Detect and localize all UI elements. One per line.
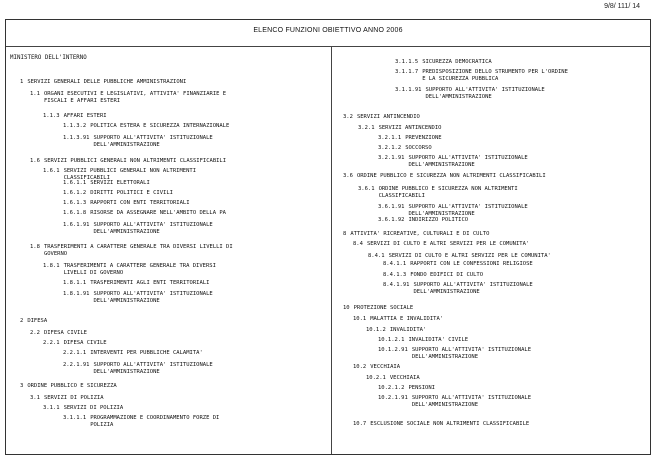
function-code: 10.1 — [353, 316, 367, 322]
function-label: VECCHIAIA — [370, 364, 401, 370]
list-item — [378, 217, 468, 224]
list-item — [343, 231, 489, 238]
function-code: 3.6.1.91 — [378, 204, 405, 210]
function-code: 1.1.3 — [43, 113, 60, 119]
function-code: 10.1.2 — [366, 327, 386, 333]
list-item — [368, 253, 551, 260]
function-label: DIFESA CIVILE — [63, 340, 107, 346]
list-item — [63, 190, 173, 197]
function-label: RISORSE DA ASSEGNARE NELL'AMBITO DELLA PA — [90, 210, 226, 216]
function-label: TRASFERIMENTI AGLI ENTI TERRITORIALI — [90, 280, 210, 286]
function-code: 8.4.1.1 — [383, 261, 407, 267]
function-label: SERVIZI DI CULTO E ALTRI SERVIZI PER LE COMUNITA' — [366, 241, 530, 247]
function-code: 10.7 — [353, 421, 367, 427]
function-code: 8.4.1.91 — [383, 282, 410, 288]
function-code: 3.6.1.92 — [378, 217, 405, 223]
function-code: 3.2.1.1 — [378, 135, 402, 141]
function-label: SUPPORTO ALL'ATTIVITA' ISTITUZIONALE DELL'AMMINISTRAZIONE — [93, 362, 213, 376]
list-item — [43, 263, 216, 277]
ministry-heading: MINISTERO DELL'INTERNO — [10, 55, 87, 61]
list-item — [366, 375, 420, 382]
function-code: 3.1.1 — [43, 405, 60, 411]
function-label: SUPPORTO ALL'ATTIVITA' ISTITUZIONALE DELL'AMMINISTRAZIONE — [93, 222, 213, 236]
function-label: TRASFERIMENTI A CARATTERE GENERALE TRA DIVERSI LIVELLI DI GOVERNO — [43, 244, 233, 258]
function-label: RAPPORTI CON LE CONFESSIONI RELIGIOSE — [410, 261, 533, 267]
list-item — [395, 69, 568, 83]
document-title: ELENCO FUNZIONI OBIETTIVO ANNO 2006 — [253, 27, 403, 34]
function-code: 10.2.1.91 — [378, 395, 408, 401]
function-label: PREDISPOSIZIONE DELLO STRUMENTO PER L'ORDINE E LA SICUREZZA PUBBLICA — [422, 69, 568, 83]
list-item — [30, 244, 233, 258]
list-item — [395, 87, 545, 101]
list-item — [63, 200, 190, 207]
function-code: 3.1.1.7 — [395, 69, 419, 75]
function-code: 10.2.1.2 — [378, 385, 405, 391]
function-code: 10 — [343, 305, 350, 311]
function-label: INDIRIZZO POLITICO — [408, 217, 469, 223]
function-code: 1.1.3.91 — [63, 135, 90, 141]
function-code: 3 — [20, 383, 24, 389]
function-code: 1 — [20, 79, 24, 85]
function-label: MALATTIA E INVALIDITA' — [370, 316, 444, 322]
list-item — [63, 222, 213, 236]
list-item — [378, 337, 468, 344]
function-label: INVALIDITA' — [389, 327, 427, 333]
page-number: 9/8/ 111/ 14 — [604, 3, 640, 10]
list-item — [343, 305, 413, 312]
function-label: ATTIVITA' RICREATIVE, CULTURALI E DI CULTO — [350, 231, 490, 237]
function-label: RAPPORTI CON ENTI TERRITORIALI — [90, 200, 190, 206]
list-item — [43, 340, 107, 347]
function-code: 10.2 — [353, 364, 367, 370]
list-item — [63, 123, 229, 130]
function-code: 3.1 — [30, 395, 40, 401]
list-item — [378, 135, 442, 142]
function-label: PREVENZIONE — [405, 135, 442, 141]
list-item — [358, 125, 441, 132]
function-label: SERVIZI GENERALI DELLE PUBBLICHE AMMINISTRAZIONI — [27, 79, 187, 85]
function-label: SERVIZI DI CULTO E ALTRI SERVIZI PER LE COMUNITA' — [388, 253, 551, 259]
function-code: 8.4.1 — [368, 253, 385, 259]
list-item — [43, 405, 123, 412]
document-frame — [5, 19, 651, 455]
function-code: 3.6 — [343, 173, 353, 179]
function-label: PROGRAMMAZIONE E COORDINAMENTO FORZE DI POLIZIA — [90, 415, 220, 429]
function-label: ORDINE PUBBLICO E SICUREZZA NON ALTRIMENTI CLASSIFICABILI — [378, 186, 518, 200]
list-item — [343, 173, 546, 180]
list-item — [30, 395, 104, 402]
function-code: 3.1.1.1 — [63, 415, 87, 421]
list-item — [63, 291, 213, 305]
function-label: SUPPORTO ALL'ATTIVITA' ISTITUZIONALE DELL'AMMINISTRAZIONE — [425, 87, 545, 101]
list-item — [63, 135, 213, 149]
list-item — [378, 385, 435, 392]
function-label: PROTEZIONE SOCIALE — [353, 305, 414, 311]
function-code: 2 — [20, 318, 24, 324]
function-code: 10.1.2.91 — [378, 347, 408, 353]
function-code: 3.1.1.5 — [395, 59, 419, 65]
list-item — [63, 415, 219, 429]
function-code: 3.2 — [343, 114, 353, 120]
function-label: SERVIZI DI POLIZIA — [43, 395, 104, 401]
function-label: DIFESA — [27, 318, 48, 324]
list-item — [383, 282, 533, 296]
list-item — [20, 383, 117, 390]
function-label: DIRITTI POLITICI E CIVILI — [90, 190, 173, 196]
function-code: 8.4.1.3 — [383, 272, 407, 278]
function-label: SERVIZI ANTINCENDIO — [356, 114, 420, 120]
list-item — [343, 114, 420, 121]
function-label: PENSIONI — [408, 385, 435, 391]
list-item — [30, 330, 87, 337]
function-label: SUPPORTO ALL'ATTIVITA' ISTITUZIONALE DELL'AMMINISTRAZIONE — [411, 395, 532, 409]
list-item — [353, 364, 400, 371]
function-label: SERVIZI ANTINCENDIO — [378, 125, 442, 131]
function-label: ORDINE PUBBLICO E SICUREZZA NON ALTRIMENTI CLASSIFICABILI — [356, 173, 546, 179]
function-code: 8.4 — [353, 241, 363, 247]
function-label: SERVIZI ELETTORALI — [90, 180, 150, 186]
function-code: 3.1.1.91 — [395, 87, 422, 93]
function-code: 1.8.1.91 — [63, 291, 90, 297]
list-item — [366, 327, 426, 334]
list-item — [378, 145, 432, 152]
column-divider — [331, 47, 332, 454]
list-item — [63, 350, 203, 357]
list-item — [383, 272, 483, 279]
list-item — [63, 280, 209, 287]
function-code: 1.8.1 — [43, 263, 60, 269]
function-label: ESCLUSIONE SOCIALE NON ALTRIMENTI CLASSIFICABILE — [370, 421, 530, 427]
list-item — [20, 79, 186, 86]
list-item — [10, 55, 87, 62]
function-label: SOCCORSO — [405, 145, 432, 151]
function-code: 3.6.1 — [358, 186, 375, 192]
function-label: INTERVENTI PER PUBBLICHE CALAMITA' — [90, 350, 203, 356]
list-item — [378, 347, 531, 361]
function-label: SUPPORTO ALL'ATTIVITA' ISTITUZIONALE DELL'AMMINISTRAZIONE — [408, 204, 528, 218]
function-label: VECCHIAIA — [389, 375, 420, 381]
function-code: 2.2.1.91 — [63, 362, 90, 368]
list-item — [383, 261, 533, 268]
function-label: SUPPORTO ALL'ATTIVITA' ISTITUZIONALE DELL'AMMINISTRAZIONE — [93, 135, 213, 149]
function-code: 1.6.1.2 — [63, 190, 87, 196]
function-code: 2.2.1.1 — [63, 350, 87, 356]
header-divider — [6, 46, 650, 47]
list-item — [43, 113, 107, 120]
list-item — [395, 59, 492, 66]
list-item — [358, 186, 518, 200]
function-label: SUPPORTO ALL'ATTIVITA' ISTITUZIONALE DELL'AMMINISTRAZIONE — [413, 282, 533, 296]
function-code: 1.6.1 — [43, 168, 60, 174]
function-label: TRASFERIMENTI A CARATTERE GENERALE TRA DIVERSI LIVELLI DI GOVERNO — [63, 263, 216, 277]
list-item — [63, 210, 226, 217]
function-code: 1.6.1.91 — [63, 222, 90, 228]
function-code: 10.1.2.1 — [378, 337, 405, 343]
list-item — [63, 180, 150, 187]
function-label: POLITICA ESTERA E SICUREZZA INTERNAZIONALE — [90, 123, 230, 129]
function-label: SUPPORTO ALL'ATTIVITA' ISTITUZIONALE DELL'AMMINISTRAZIONE — [93, 291, 213, 305]
list-item — [30, 91, 226, 105]
function-label: SUPPORTO ALL'ATTIVITA' ISTITUZIONALE DELL'AMMINISTRAZIONE — [408, 155, 528, 169]
list-item — [20, 318, 47, 325]
function-code: 3.2.1.91 — [378, 155, 405, 161]
function-label: SERVIZI DI POLIZIA — [63, 405, 124, 411]
function-code: 1.1 — [30, 91, 40, 97]
function-label: DIFESA CIVILE — [43, 330, 87, 336]
list-item — [378, 395, 531, 409]
function-label: SERVIZI PUBBLICI GENERALI NON ALTRIMENTI CLASSIFICABILI — [63, 168, 197, 182]
list-item — [353, 316, 443, 323]
function-code: 1.1.3.2 — [63, 123, 87, 129]
function-label: ORDINE PUBBLICO E SICUREZZA — [27, 383, 117, 389]
function-label: SICUREZZA DEMOCRATICA — [422, 59, 492, 65]
function-code: 2.2 — [30, 330, 40, 336]
function-label: FONDO EDIFICI DI CULTO — [410, 272, 484, 278]
function-label: AFFARI ESTERI — [63, 113, 107, 119]
list-item — [63, 362, 213, 376]
function-code: 1.6.1.3 — [63, 200, 87, 206]
list-item — [378, 155, 528, 169]
function-code: 3.2.1.2 — [378, 145, 402, 151]
function-label: SERVIZI PUBBLICI GENERALI NON ALTRIMENTI CLASSIFICABILI — [43, 158, 227, 164]
function-label: ORGANI ESECUTIVI E LEGISLATIVI, ATTIVITA' FINANZIARIE E FISCALI E AFFARI ESTERI — [43, 91, 227, 105]
function-code: 1.6.1.8 — [63, 210, 87, 216]
function-code: 1.6.1.1 — [63, 180, 87, 186]
function-code: 10.2.1 — [366, 375, 386, 381]
function-code: 1.8 — [30, 244, 40, 250]
function-code: 2.2.1 — [43, 340, 60, 346]
function-code: 8 — [343, 231, 347, 237]
function-code: 1.6 — [30, 158, 40, 164]
function-label: INVALIDITA' CIVILE — [408, 337, 469, 343]
function-code: 3.2.1 — [358, 125, 375, 131]
function-label: SUPPORTO ALL'ATTIVITA' ISTITUZIONALE DELL'AMMINISTRAZIONE — [411, 347, 532, 361]
function-code: 1.8.1.1 — [63, 280, 87, 286]
list-item — [353, 241, 529, 248]
list-item — [353, 421, 529, 428]
list-item — [30, 158, 226, 165]
